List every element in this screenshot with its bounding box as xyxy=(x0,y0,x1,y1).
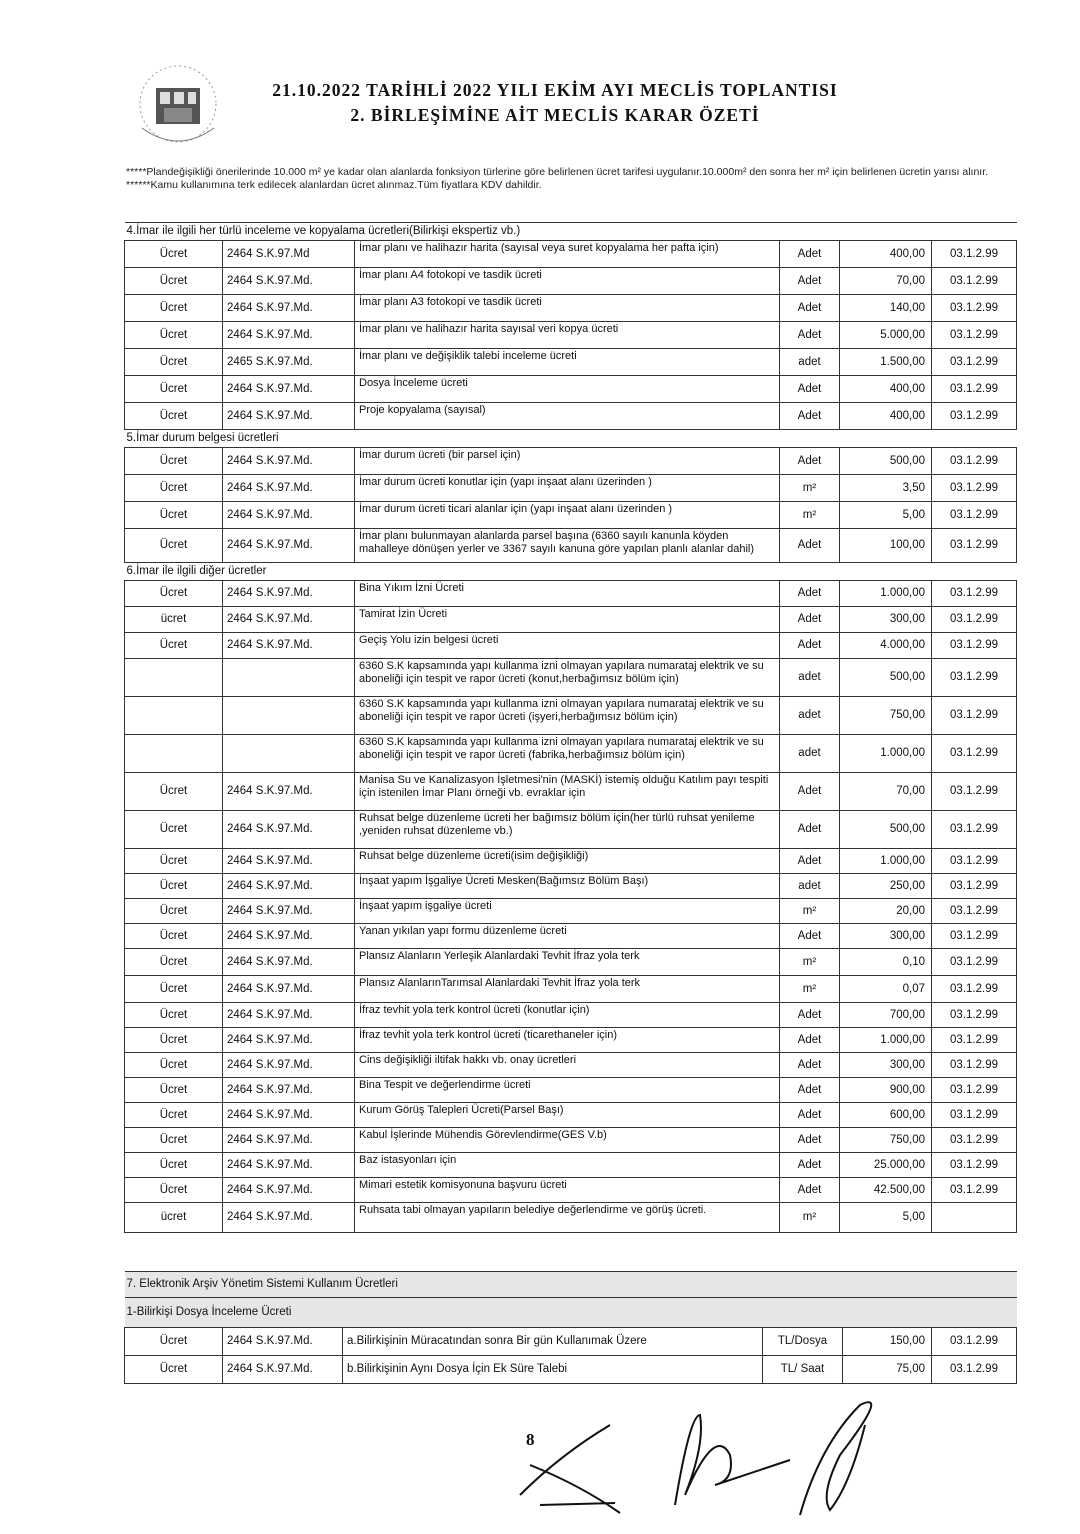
fee-description: Ruhsata tabi olmayan yapıların belediye değerlendirme ve görüş ücreti. xyxy=(355,1203,780,1233)
title-line-2: 2. BİRLEŞİMİNE AİT MECLİS KARAR ÖZETİ xyxy=(350,105,760,125)
fee-unit: Adet xyxy=(780,1178,840,1203)
fee-price: 750,00 xyxy=(840,697,932,735)
municipality-logo xyxy=(128,58,228,148)
account-code: 03.1.2.99 xyxy=(932,607,1017,633)
section-header xyxy=(125,563,1017,581)
fee-price: 75,00 xyxy=(843,1356,932,1384)
fee-price: 0,10 xyxy=(840,949,932,976)
fee-price: 140,00 xyxy=(840,295,932,322)
account-code: 03.1.2.99 xyxy=(932,899,1017,924)
account-code xyxy=(932,1203,1017,1233)
account-code: 03.1.2.99 xyxy=(932,295,1017,322)
fee-unit: Adet xyxy=(780,773,840,811)
fee-price: 150,00 xyxy=(843,1328,932,1356)
title-line-1: 21.10.2022 TARİHLİ 2022 YILI EKİM AYI MECLİS TOPLANTISI xyxy=(272,80,838,100)
note-2: ******Kamu kullanımına terk edilecek alanlardan ücret alınmaz.Tüm fiyatlara KDV dahildir. xyxy=(126,179,542,191)
fee-unit: m² xyxy=(780,949,840,976)
fee-price: 300,00 xyxy=(840,924,932,949)
fee-type: Ücret xyxy=(125,403,223,430)
fee-price: 1.000,00 xyxy=(840,849,932,874)
law-reference: 2464 S.K.97.Md. xyxy=(223,1053,355,1078)
law-reference: 2465 S.K.97.Md. xyxy=(223,349,355,376)
table-row xyxy=(125,1178,1017,1203)
account-code: 03.1.2.99 xyxy=(932,403,1017,430)
archive-fee-table xyxy=(124,1271,1017,1384)
fee-price: 5.000,00 xyxy=(840,322,932,349)
law-reference: 2464 S.K.97.Md xyxy=(223,241,355,268)
fee-price: 250,00 xyxy=(840,874,932,899)
fee-unit: adet xyxy=(780,874,840,899)
fee-unit: Adet xyxy=(780,1153,840,1178)
account-code: 03.1.2.99 xyxy=(932,268,1017,295)
table-row xyxy=(125,949,1017,976)
fee-type: Ücret xyxy=(125,376,223,403)
page-number: 8 xyxy=(526,1430,535,1449)
fee-price: 700,00 xyxy=(840,1003,932,1028)
account-code: 03.1.2.99 xyxy=(932,1078,1017,1103)
fee-type: Ücret xyxy=(125,349,223,376)
fee-table xyxy=(124,222,1017,1233)
fee-price: 5,00 xyxy=(840,1203,932,1233)
fee-unit: TL/ Saat xyxy=(763,1356,843,1384)
fee-type: Ücret xyxy=(125,924,223,949)
table-row xyxy=(125,1053,1017,1078)
fee-type xyxy=(125,659,223,697)
fee-description: İmar planı bulunmayan alanlarda parsel başına (6360 sayılı kanunla köyden mahalleye dönüşen yerler ve 3367 sayılı kanuna göre yapılan planlı alanlar dahil) xyxy=(355,529,780,563)
fee-price: 5,00 xyxy=(840,502,932,529)
table-row xyxy=(125,849,1017,874)
law-reference: 2464 S.K.97.Md. xyxy=(223,322,355,349)
fee-type: Ücret xyxy=(125,773,223,811)
fee-type: Ücret xyxy=(125,949,223,976)
fee-price: 70,00 xyxy=(840,268,932,295)
table-row xyxy=(125,1103,1017,1128)
page-title xyxy=(235,78,875,128)
fee-description: İmar planı ve değişiklik talebi inceleme ücreti xyxy=(355,349,780,376)
fee-description: Dosya İnceleme ücreti xyxy=(355,376,780,403)
law-reference: 2464 S.K.97.Md. xyxy=(223,1153,355,1178)
account-code: 03.1.2.99 xyxy=(932,874,1017,899)
fee-description: Geçiş Yolu izin belgesi ücreti xyxy=(355,633,780,659)
fee-unit: Adet xyxy=(780,581,840,607)
law-reference xyxy=(223,697,355,735)
fee-description: İmar planı A4 fotokopi ve tasdik ücreti xyxy=(355,268,780,295)
table-row xyxy=(125,448,1017,475)
account-code: 03.1.2.99 xyxy=(932,241,1017,268)
table-row xyxy=(125,899,1017,924)
account-code: 03.1.2.99 xyxy=(932,949,1017,976)
law-reference: 2464 S.K.97.Md. xyxy=(223,448,355,475)
table-row xyxy=(125,633,1017,659)
account-code: 03.1.2.99 xyxy=(932,529,1017,563)
fee-description: Yanan yıkılan yapı formu düzenleme ücreti xyxy=(355,924,780,949)
account-code: 03.1.2.99 xyxy=(932,581,1017,607)
fee-unit: adet xyxy=(780,735,840,773)
fee-type: Ücret xyxy=(125,874,223,899)
fee-unit: m² xyxy=(780,1203,840,1233)
table-row xyxy=(125,1078,1017,1103)
account-code: 03.1.2.99 xyxy=(932,976,1017,1003)
account-code: 03.1.2.99 xyxy=(932,448,1017,475)
account-code: 03.1.2.99 xyxy=(932,1028,1017,1053)
fee-description: 6360 S.K kapsamında yapı kullanma izni olmayan yapılara numarataj elektrik ve su aboneliği için tespit ve rapor ücreti (konut,herbağımsız bölüm için) xyxy=(355,659,780,697)
fee-type: Ücret xyxy=(125,1028,223,1053)
fee-type: Ücret xyxy=(125,1128,223,1153)
fee-type: Ücret xyxy=(125,581,223,607)
fee-type: Ücret xyxy=(125,268,223,295)
table-row xyxy=(125,376,1017,403)
section-header xyxy=(125,430,1017,448)
account-code: 03.1.2.99 xyxy=(932,475,1017,502)
fee-type: Ücret xyxy=(125,1053,223,1078)
fee-description: Manisa Su ve Kanalizasyon İşletmesi'nin (MASKİ) istemiş olduğu Katılım payı tespiti için istenilen İmar Planı örneği vb. evraklar için xyxy=(355,773,780,811)
law-reference: 2464 S.K.97.Md. xyxy=(223,949,355,976)
fee-description: a.Bilirkişinin Müracatından sonra Bir gün Kullanımak Üzere xyxy=(343,1328,763,1356)
fee-description: 6360 S.K kapsamında yapı kullanma izni olmayan yapılara numarataj elektrik ve su aboneliği için tespit ve rapor ücreti (işyeri,herbağımsız bölüm için) xyxy=(355,697,780,735)
table-row xyxy=(125,697,1017,735)
table-row xyxy=(125,976,1017,1003)
fee-description: İnşaat yapım İşgaliye Ücreti Mesken(Bağımsız Bölüm Başı) xyxy=(355,874,780,899)
account-code: 03.1.2.99 xyxy=(932,773,1017,811)
table-row xyxy=(125,1328,1017,1356)
fee-type: ücret xyxy=(125,607,223,633)
fee-unit: m² xyxy=(780,899,840,924)
fee-unit: m² xyxy=(780,976,840,1003)
fee-price: 20,00 xyxy=(840,899,932,924)
law-reference: 2464 S.K.97.Md. xyxy=(223,976,355,1003)
account-code: 03.1.2.99 xyxy=(932,1053,1017,1078)
fee-description: Baz istasyonları için xyxy=(355,1153,780,1178)
table-row xyxy=(125,874,1017,899)
account-code: 03.1.2.99 xyxy=(932,1153,1017,1178)
fee-description: İfraz tevhit yola terk kontrol ücreti (konutlar için) xyxy=(355,1003,780,1028)
fee-unit: Adet xyxy=(780,633,840,659)
table-row xyxy=(125,529,1017,563)
fee-price: 1.000,00 xyxy=(840,1028,932,1053)
section-title: 7. Elektronik Arşiv Yönetim Sistemi Kullanım Ücretleri xyxy=(125,1272,1017,1298)
table-row xyxy=(125,1203,1017,1233)
subsection-header xyxy=(125,1298,1017,1328)
fee-description: İmar durum ücreti (bir parsel için) xyxy=(355,448,780,475)
table-row xyxy=(125,1153,1017,1178)
fee-price: 100,00 xyxy=(840,529,932,563)
fee-unit: Adet xyxy=(780,1078,840,1103)
fee-type: Ücret xyxy=(125,322,223,349)
account-code: 03.1.2.99 xyxy=(932,1328,1017,1356)
fee-description: Plansız AlanlarınTarımsal Alanlardaki Tevhit İfraz yola terk xyxy=(355,976,780,1003)
fee-price: 400,00 xyxy=(840,376,932,403)
fee-unit: Adet xyxy=(780,811,840,849)
fee-description: Ruhsat belge düzenleme ücreti her bağımsız bölüm için(her türlü ruhsat yenileme ,yeniden ruhsat düzenleme vb.) xyxy=(355,811,780,849)
fee-type: Ücret xyxy=(125,448,223,475)
fee-type xyxy=(125,697,223,735)
fee-type: Ücret xyxy=(125,1153,223,1178)
note-1: *****Plandeğişikliği önerilerinde 10.000 m² ye kadar olan alanlarda fonksiyon türlerine göre belirlenen ücret tarifesi uygulanır.10.000m² den sonra her m² için belirlenen ücretin yarısı alınır. xyxy=(126,166,989,178)
fee-price: 1.500,00 xyxy=(840,349,932,376)
table-row xyxy=(125,241,1017,268)
law-reference: 2464 S.K.97.Md. xyxy=(223,874,355,899)
law-reference: 2464 S.K.97.Md. xyxy=(223,607,355,633)
law-reference: 2464 S.K.97.Md. xyxy=(223,403,355,430)
fee-description: Bina Yıkım İzni Ücreti xyxy=(355,581,780,607)
law-reference: 2464 S.K.97.Md. xyxy=(223,899,355,924)
fee-price: 3,50 xyxy=(840,475,932,502)
law-reference: 2464 S.K.97.Md. xyxy=(223,268,355,295)
fee-type: Ücret xyxy=(125,1328,223,1356)
fee-type: Ücret xyxy=(125,1103,223,1128)
fee-unit: TL/Dosya xyxy=(763,1328,843,1356)
account-code: 03.1.2.99 xyxy=(932,697,1017,735)
law-reference: 2464 S.K.97.Md. xyxy=(223,581,355,607)
fee-unit: Adet xyxy=(780,448,840,475)
fee-unit: Adet xyxy=(780,376,840,403)
fee-price: 25.000,00 xyxy=(840,1153,932,1178)
fee-price: 500,00 xyxy=(840,448,932,475)
law-reference xyxy=(223,735,355,773)
fee-unit: adet xyxy=(780,349,840,376)
fee-description: Kurum Görüş Talepleri Ücreti(Parsel Başı) xyxy=(355,1103,780,1128)
fee-type: Ücret xyxy=(125,475,223,502)
fee-description: İmar durum ücreti konutlar için (yapı inşaat alanı üzerinden ) xyxy=(355,475,780,502)
fee-unit: Adet xyxy=(780,849,840,874)
fee-unit: Adet xyxy=(780,1128,840,1153)
account-code: 03.1.2.99 xyxy=(932,502,1017,529)
law-reference: 2464 S.K.97.Md. xyxy=(223,475,355,502)
table-row xyxy=(125,502,1017,529)
fee-description: Mimari estetik komisyonuna başvuru ücreti xyxy=(355,1178,780,1203)
fee-type: Ücret xyxy=(125,1178,223,1203)
fee-description: Ruhsat belge düzenleme ücreti(isim değişikliği) xyxy=(355,849,780,874)
law-reference: 2464 S.K.97.Md. xyxy=(223,376,355,403)
fee-price: 750,00 xyxy=(840,1128,932,1153)
account-code: 03.1.2.99 xyxy=(932,633,1017,659)
fee-description: 6360 S.K kapsamında yapı kullanma izni olmayan yapılara numarataj elektrik ve su aboneliği için tespit ve rapor ücreti (fabrika,herbağımsız bölüm için) xyxy=(355,735,780,773)
fee-description: b.Bilirkişinin Aynı Dosya İçin Ek Süre Talebi xyxy=(343,1356,763,1384)
account-code: 03.1.2.99 xyxy=(932,811,1017,849)
table-row xyxy=(125,475,1017,502)
law-reference: 2464 S.K.97.Md. xyxy=(223,1003,355,1028)
law-reference: 2464 S.K.97.Md. xyxy=(223,1203,355,1233)
fee-description: İfraz tevhit yola terk kontrol ücreti (ticarethaneler için) xyxy=(355,1028,780,1053)
fee-unit: Adet xyxy=(780,1103,840,1128)
table-row xyxy=(125,735,1017,773)
table-row xyxy=(125,659,1017,697)
fee-type: Ücret xyxy=(125,295,223,322)
fee-unit: Adet xyxy=(780,1028,840,1053)
fee-type: Ücret xyxy=(125,976,223,1003)
fee-price: 1.000,00 xyxy=(840,735,932,773)
fee-price: 400,00 xyxy=(840,403,932,430)
law-reference: 2464 S.K.97.Md. xyxy=(223,811,355,849)
account-code: 03.1.2.99 xyxy=(932,849,1017,874)
fee-type: ücret xyxy=(125,1203,223,1233)
account-code: 03.1.2.99 xyxy=(932,1128,1017,1153)
fee-type: Ücret xyxy=(125,1078,223,1103)
fee-description: İmar planı A3 fotokopi ve tasdik ücreti xyxy=(355,295,780,322)
fee-type: Ücret xyxy=(125,529,223,563)
account-code: 03.1.2.99 xyxy=(932,1356,1017,1384)
table-row xyxy=(125,1128,1017,1153)
fee-description: Bina Tespit ve değerlendirme ücreti xyxy=(355,1078,780,1103)
law-reference: 2464 S.K.97.Md. xyxy=(223,1356,343,1384)
fee-description: Proje kopyalama (sayısal) xyxy=(355,403,780,430)
notes xyxy=(126,166,1006,192)
account-code: 03.1.2.99 xyxy=(932,349,1017,376)
fee-price: 70,00 xyxy=(840,773,932,811)
account-code: 03.1.2.99 xyxy=(932,1103,1017,1128)
law-reference: 2464 S.K.97.Md. xyxy=(223,849,355,874)
table-row xyxy=(125,581,1017,607)
table-row xyxy=(125,924,1017,949)
fee-description: İmar planı ve halihazır harita sayısal veri kopya ücreti xyxy=(355,322,780,349)
law-reference: 2464 S.K.97.Md. xyxy=(223,1128,355,1153)
table-row xyxy=(125,1003,1017,1028)
fee-unit: Adet xyxy=(780,322,840,349)
table-row xyxy=(125,773,1017,811)
fee-price: 600,00 xyxy=(840,1103,932,1128)
fee-type: Ücret xyxy=(125,241,223,268)
fee-description: İmar durum ücreti ticari alanlar için (yapı inşaat alanı üzerinden ) xyxy=(355,502,780,529)
law-reference: 2464 S.K.97.Md. xyxy=(223,924,355,949)
law-reference: 2464 S.K.97.Md. xyxy=(223,529,355,563)
fee-unit: Adet xyxy=(780,241,840,268)
fee-description: Plansız Alanların Yerleşik Alanlardaki Tevhit İfraz yola terk xyxy=(355,949,780,976)
fee-unit: Adet xyxy=(780,268,840,295)
fee-price: 400,00 xyxy=(840,241,932,268)
fee-unit: Adet xyxy=(780,607,840,633)
account-code: 03.1.2.99 xyxy=(932,1178,1017,1203)
fee-type: Ücret xyxy=(125,811,223,849)
fee-description: Tamirat İzin Ücreti xyxy=(355,607,780,633)
account-code: 03.1.2.99 xyxy=(932,735,1017,773)
fee-description: İnşaat yapım işgaliye ücreti xyxy=(355,899,780,924)
fee-unit: Adet xyxy=(780,1053,840,1078)
table-row xyxy=(125,349,1017,376)
law-reference: 2464 S.K.97.Md. xyxy=(223,502,355,529)
fee-price: 300,00 xyxy=(840,607,932,633)
fee-type: Ücret xyxy=(125,849,223,874)
section-title: 5.İmar durum belgesi ücretleri xyxy=(125,430,1017,448)
law-reference: 2464 S.K.97.Md. xyxy=(223,295,355,322)
fee-description: Kabul İşlerinde Mühendis Görevlendirme(GES V.b) xyxy=(355,1128,780,1153)
account-code: 03.1.2.99 xyxy=(932,1003,1017,1028)
fee-unit: adet xyxy=(780,659,840,697)
fee-unit: adet xyxy=(780,697,840,735)
law-reference: 2464 S.K.97.Md. xyxy=(223,633,355,659)
fee-price: 1.000,00 xyxy=(840,581,932,607)
table-row xyxy=(125,295,1017,322)
fee-price: 4.000,00 xyxy=(840,633,932,659)
fee-unit: Adet xyxy=(780,924,840,949)
fee-unit: Adet xyxy=(780,529,840,563)
fee-unit: Adet xyxy=(780,1003,840,1028)
law-reference: 2464 S.K.97.Md. xyxy=(223,773,355,811)
fee-unit: m² xyxy=(780,475,840,502)
subsection-title: 1-Bilirkişi Dosya İnceleme Ücreti xyxy=(125,1298,1017,1328)
fee-description: Cins değişikliği iltifak hakkı vb. onay ücretleri xyxy=(355,1053,780,1078)
fee-price: 500,00 xyxy=(840,811,932,849)
fee-price: 500,00 xyxy=(840,659,932,697)
law-reference: 2464 S.K.97.Md. xyxy=(223,1078,355,1103)
fee-unit: Adet xyxy=(780,295,840,322)
table-row xyxy=(125,322,1017,349)
law-reference: 2464 S.K.97.Md. xyxy=(223,1178,355,1203)
table-row xyxy=(125,1356,1017,1384)
table-row xyxy=(125,607,1017,633)
account-code: 03.1.2.99 xyxy=(932,376,1017,403)
law-reference: 2464 S.K.97.Md. xyxy=(223,1028,355,1053)
table-row xyxy=(125,811,1017,849)
table-row xyxy=(125,403,1017,430)
fee-type: Ücret xyxy=(125,1356,223,1384)
section-header xyxy=(125,1272,1017,1298)
fee-price: 900,00 xyxy=(840,1078,932,1103)
account-code: 03.1.2.99 xyxy=(932,924,1017,949)
section-title: 6.İmar ile ilgili diğer ücretler xyxy=(125,563,1017,581)
law-reference xyxy=(223,659,355,697)
fee-type: Ücret xyxy=(125,502,223,529)
fee-unit: m² xyxy=(780,502,840,529)
fee-price: 42.500,00 xyxy=(840,1178,932,1203)
section-header xyxy=(125,223,1017,241)
fee-type: Ücret xyxy=(125,1003,223,1028)
signatures xyxy=(500,1385,920,1525)
fee-price: 300,00 xyxy=(840,1053,932,1078)
law-reference: 2464 S.K.97.Md. xyxy=(223,1103,355,1128)
table-row xyxy=(125,1028,1017,1053)
section-title: 4.İmar ile ilgili her türlü inceleme ve kopyalama ücretleri(Bilirkişi ekspertiz vb.) xyxy=(125,223,1017,241)
fee-description: İmar planı ve halihazır harita (sayısal veya suret kopyalama her pafta için) xyxy=(355,241,780,268)
fee-type xyxy=(125,735,223,773)
account-code: 03.1.2.99 xyxy=(932,659,1017,697)
fee-unit: Adet xyxy=(780,403,840,430)
table-row xyxy=(125,268,1017,295)
law-reference: 2464 S.K.97.Md. xyxy=(223,1328,343,1356)
account-code: 03.1.2.99 xyxy=(932,322,1017,349)
fee-type: Ücret xyxy=(125,633,223,659)
fee-price: 0,07 xyxy=(840,976,932,1003)
fee-type: Ücret xyxy=(125,899,223,924)
